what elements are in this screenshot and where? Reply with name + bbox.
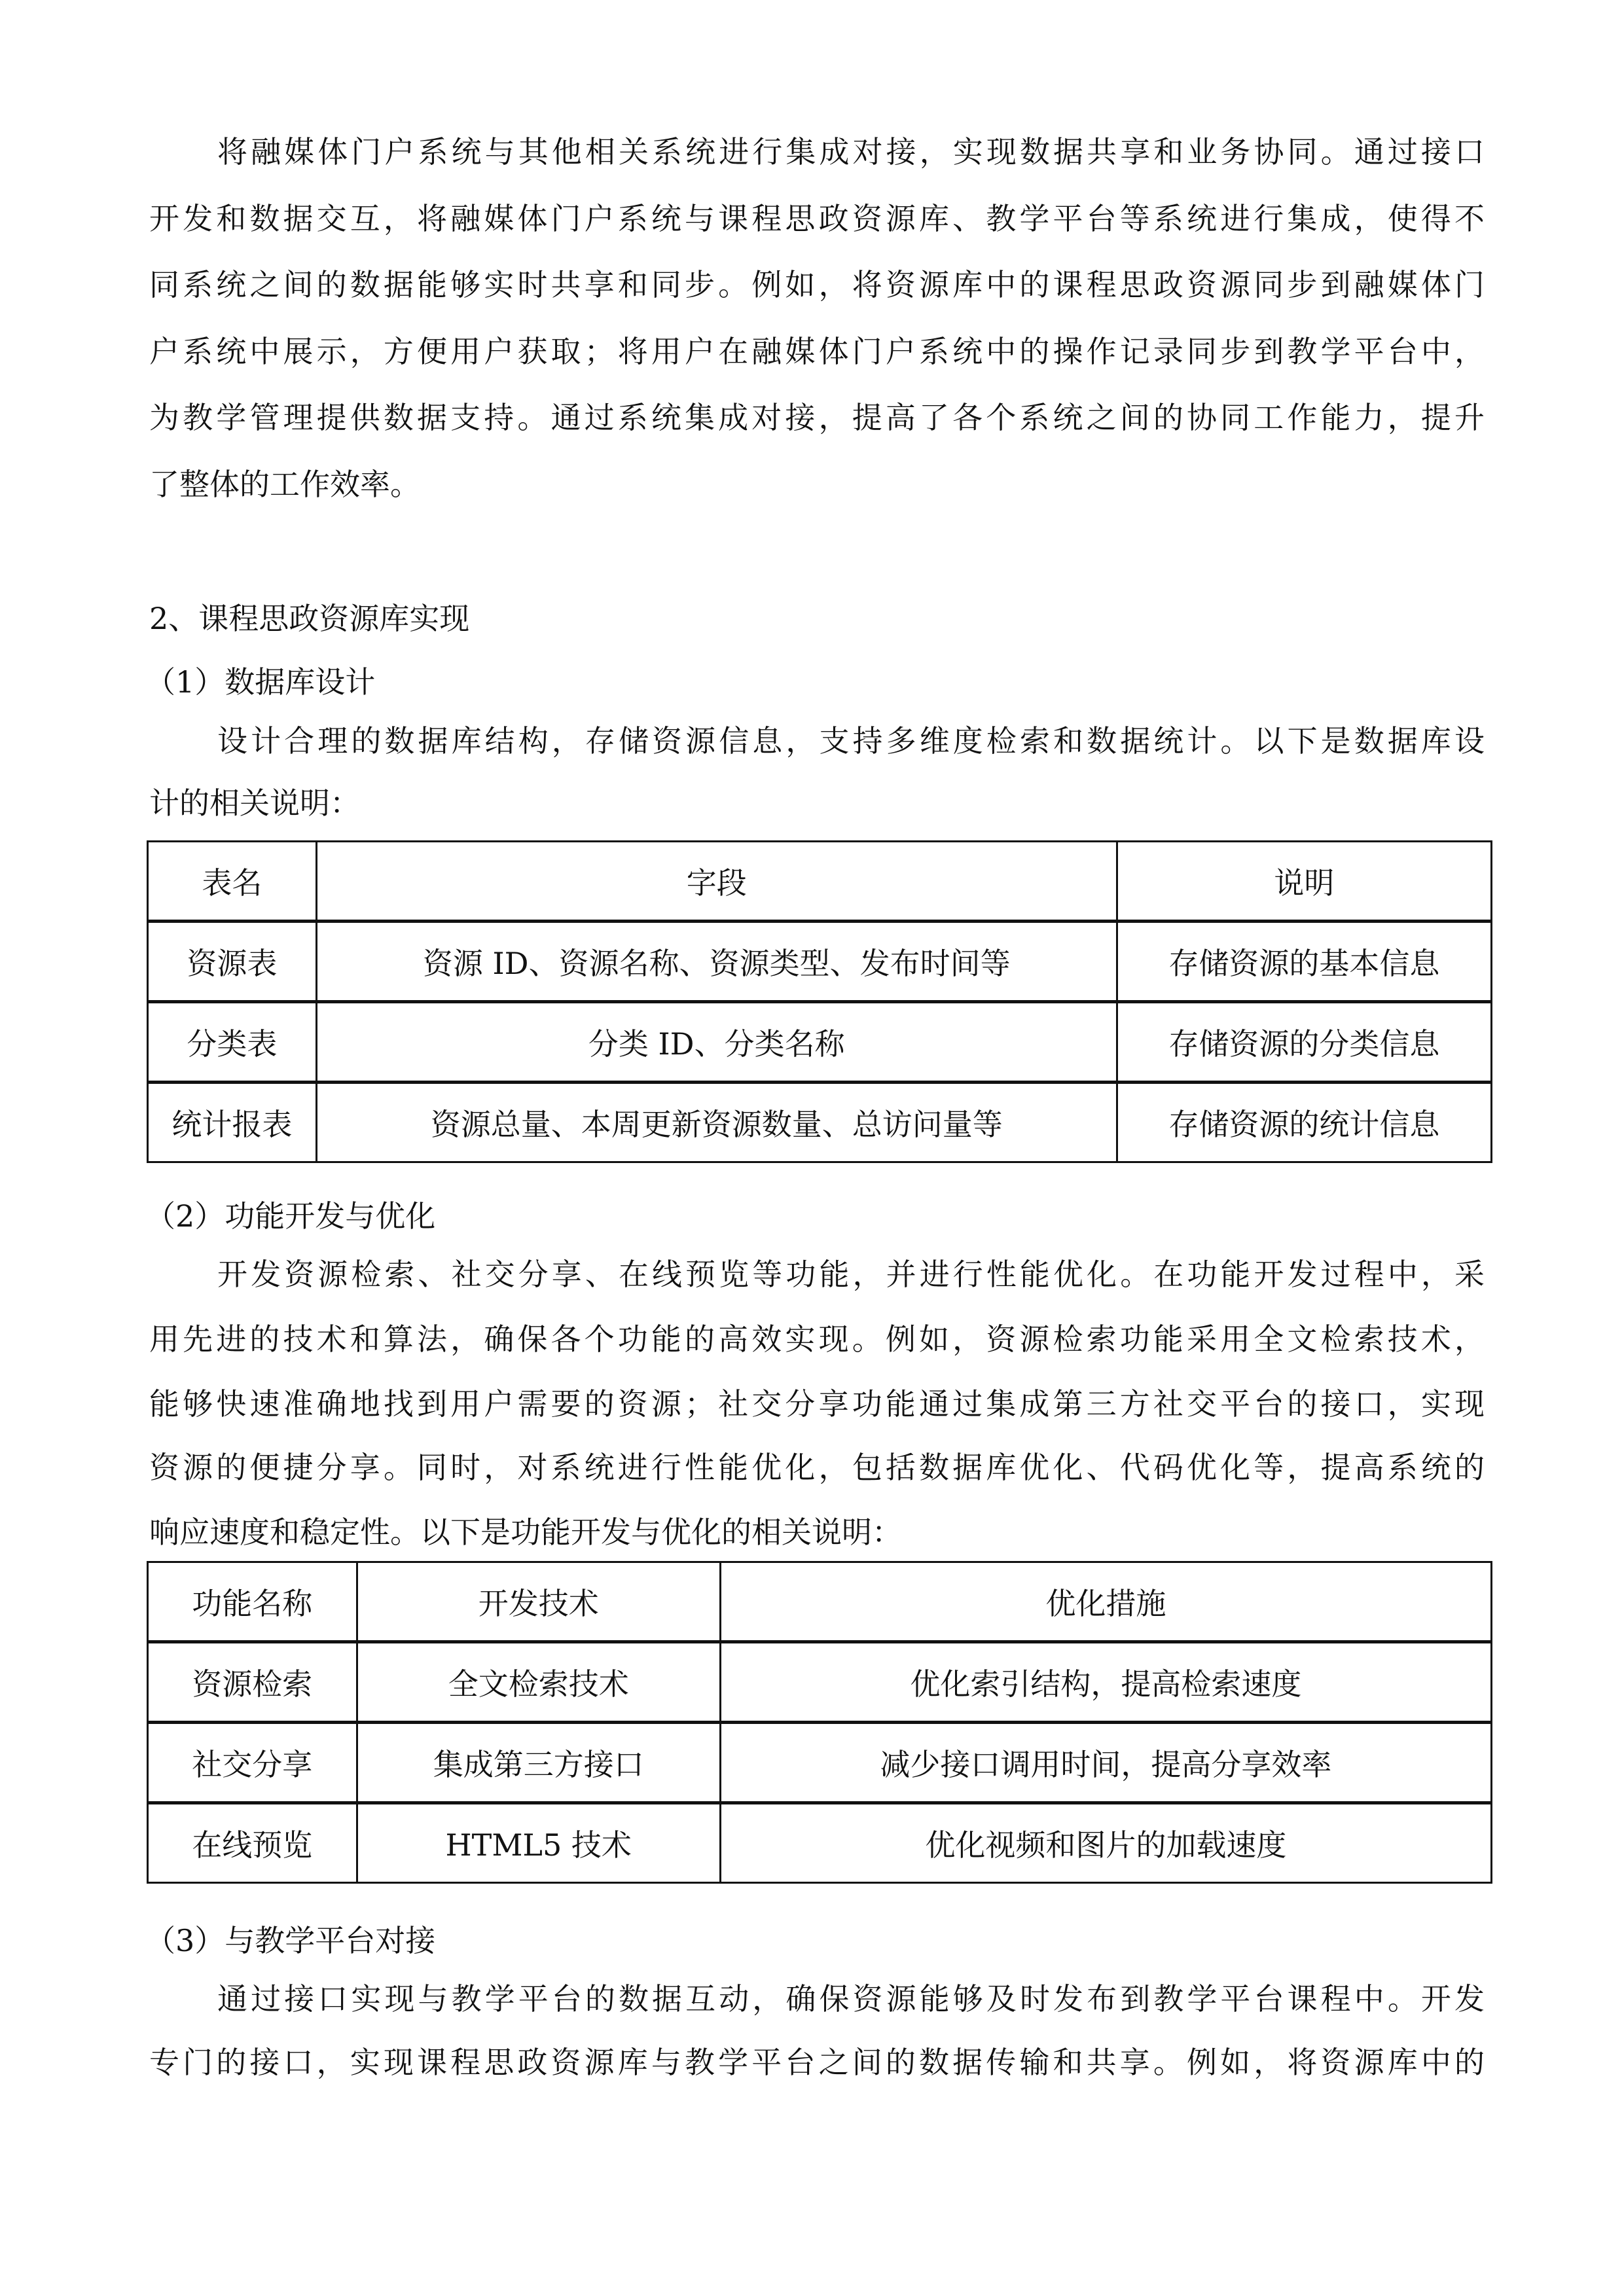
- header-cell: 功能名称: [148, 1562, 357, 1642]
- header-cell: 优化措施: [720, 1562, 1491, 1642]
- table-cell: 分类表: [148, 1002, 317, 1083]
- text-line: 设计合理的数据库结构，存储资源信息，支持多维度检索和数据统计。以下是数据库设: [217, 723, 1485, 759]
- text-line: 开发和数据交互，将融媒体门户系统与课程思政资源库、教学平台等系统进行集成，使得不: [149, 201, 1485, 236]
- table-cell: 资源检索: [148, 1642, 357, 1723]
- header-cell: 字段: [316, 842, 1117, 922]
- text-line: 为教学管理提供数据支持。通过系统集成对接，提高了各个系统之间的协同工作能力，提升: [149, 400, 1485, 435]
- text-line: 专门的接口，实现课程思政资源库与教学平台之间的数据传输和共享。例如，将资源库中的: [149, 2045, 1485, 2080]
- text-line: 将融媒体门户系统与其他相关系统进行集成对接，实现数据共享和业务协同。通过接口: [217, 134, 1485, 170]
- table-row: [148, 1803, 1492, 1883]
- table-cell: HTML5 技术: [357, 1803, 720, 1883]
- table-row: [148, 1083, 1492, 1162]
- text-line: 同系统之间的数据能够实时共享和同步。例如，将资源库中的课程思政资源同步到融媒体门: [149, 267, 1485, 302]
- table-cell: 优化索引结构，提高检索速度: [720, 1642, 1491, 1723]
- subsection-heading-platform-integration: （3）与教学平台对接: [145, 1923, 436, 1958]
- table-cell: 存储资源的统计信息: [1117, 1083, 1491, 1162]
- subsection-heading-function-dev: （2）功能开发与优化: [145, 1198, 436, 1234]
- table-cell: 资源表: [148, 922, 317, 1002]
- text-line: 户系统中展示，方便用户获取；将用户在融媒体门户系统中的操作记录同步到教学平台中，: [149, 334, 1485, 369]
- table-cell: 集成第三方接口: [357, 1723, 720, 1803]
- text-line: 用先进的技术和算法，确保各个功能的高效实现。例如，资源检索功能采用全文检索技术，: [149, 1321, 1485, 1357]
- table-cell: 存储资源的基本信息: [1117, 922, 1491, 1002]
- table-cell: 全文检索技术: [357, 1642, 720, 1723]
- text-line: 通过接口实现与教学平台的数据互动，确保资源能够及时发布到教学平台课程中。开发: [217, 1981, 1485, 2017]
- table-row: [148, 1723, 1492, 1803]
- text-line: 响应速度和稳定性。以下是功能开发与优化的相关说明：: [149, 1515, 902, 1550]
- subsection-heading-database-design: （1）数据库设计: [145, 664, 376, 700]
- table-row: [148, 922, 1492, 1002]
- table-row: [148, 1002, 1492, 1083]
- table-cell: 资源 ID、资源名称、资源类型、发布时间等: [316, 922, 1117, 1002]
- table-header-row: [148, 1562, 1492, 1642]
- table-cell: 减少接口调用时间，提高分享效率: [720, 1723, 1491, 1803]
- table-header-row: [148, 842, 1492, 922]
- table-cell: 优化视频和图片的加载速度: [720, 1803, 1491, 1883]
- table-cell: 统计报表: [148, 1083, 317, 1162]
- text-line: 了整体的工作效率。: [149, 467, 420, 502]
- table-row: [148, 1642, 1492, 1723]
- table-cell: 存储资源的分类信息: [1117, 1002, 1491, 1083]
- text-line: 开发资源检索、社交分享、在线预览等功能，并进行性能优化。在功能开发过程中，采: [217, 1257, 1485, 1292]
- text-line: 能够快速准确地找到用户需要的资源；社交分享功能通过集成第三方社交平台的接口，实现: [149, 1386, 1485, 1422]
- function-optimization-table: [147, 1561, 1492, 1884]
- header-cell: 表名: [148, 842, 317, 922]
- text-line: 资源的便捷分享。同时，对系统进行性能优化，包括数据库优化、代码优化等，提高系统的: [149, 1450, 1485, 1485]
- table-cell: 分类 ID、分类名称: [316, 1002, 1117, 1083]
- table-cell: 资源总量、本周更新资源数量、总访问量等: [316, 1083, 1117, 1162]
- table-cell: 在线预览: [148, 1803, 357, 1883]
- text-line: 计的相关说明：: [149, 785, 360, 821]
- header-cell: 说明: [1117, 842, 1491, 922]
- header-cell: 开发技术: [357, 1562, 720, 1642]
- table-cell: 社交分享: [148, 1723, 357, 1803]
- database-design-table: [147, 840, 1492, 1163]
- section-heading: 2、课程思政资源库实现: [149, 601, 470, 636]
